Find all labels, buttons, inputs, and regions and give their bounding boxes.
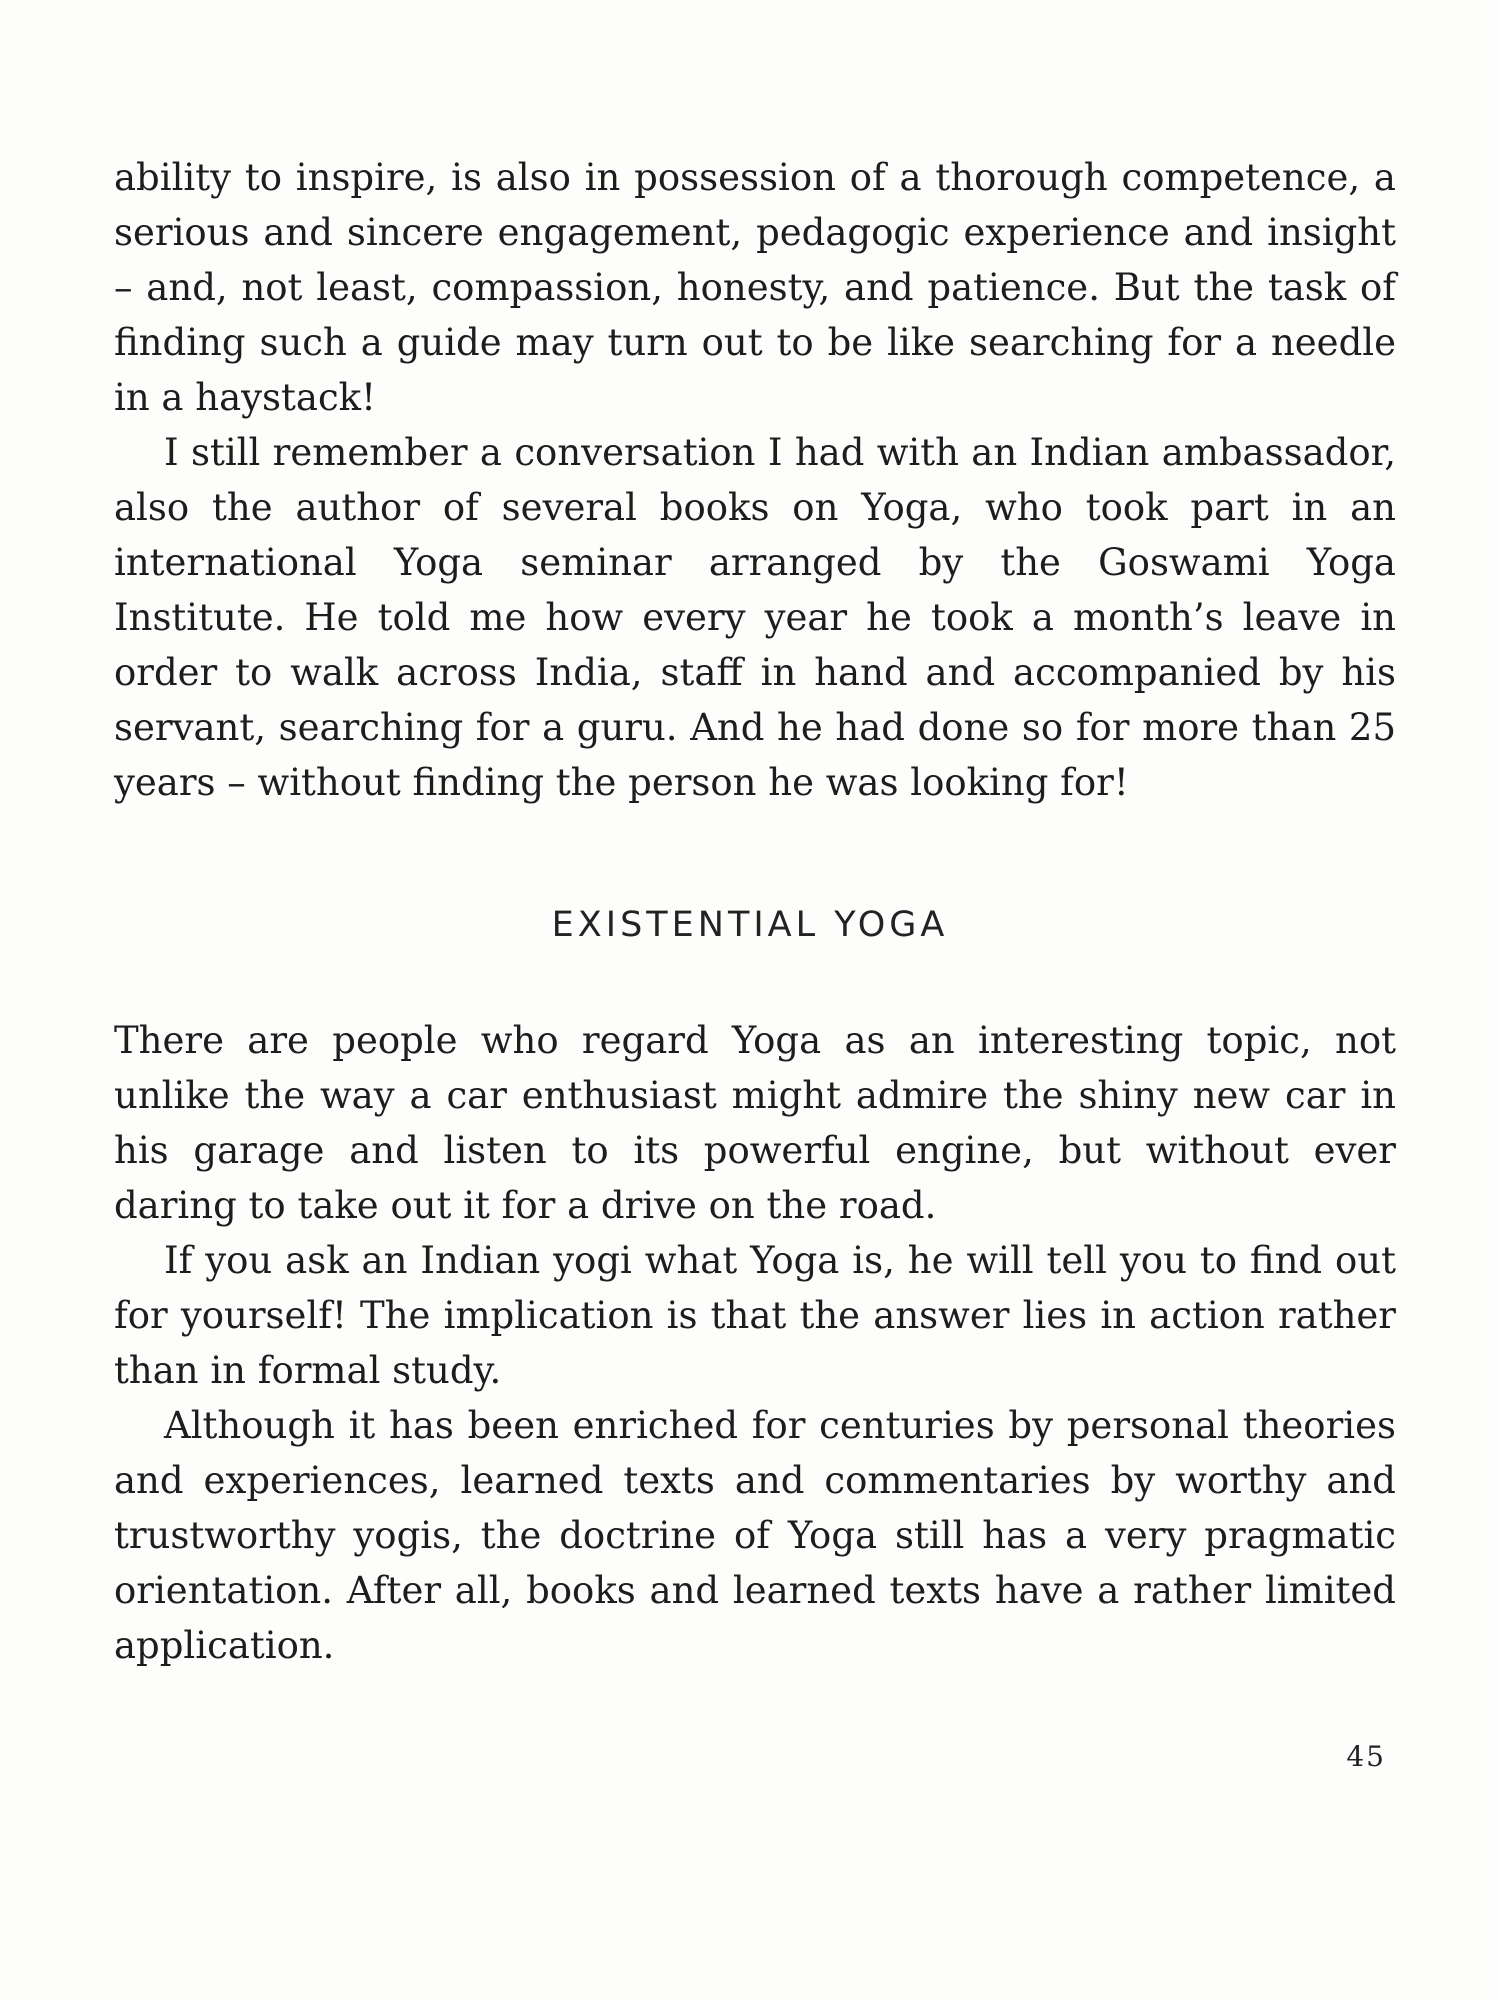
section-two-text [114,1013,1396,1673]
section-one-text [114,150,1396,810]
section-heading: EXISTENTIAL YOGA [551,905,949,945]
paragraph-car-enthusiast: There are people who regard Yoga as an interesting topic, not unlike the way a car enthusiast might admire the shiny new car in his garage and listen to its powerful engine, but without ever daring to take out it for a drive on the road. [114,1019,1396,1227]
paragraph-doctrine: Although it has been enriched for centuries by personal theories and experiences, learned texts and commentaries by worthy and trustworthy yogis, the doctrine of Yoga still has a very pragmatic orientation. After all, books and learned texts have a rather limited application. [114,1404,1396,1667]
paragraph-indian-yogi: If you ask an Indian yogi what Yoga is, he will tell you to find out for yourself! The implication is that the answer lies in action rather than in formal study. [114,1239,1396,1392]
paragraph-continuation: ability to inspire, is also in possession of a thorough competence, a serious and sincere engagement, pedagogic experience and insight – and, not least, compassion, honesty, and patience. But the task of finding such a guide may turn out to be like searching for a needle in a haystack! [114,156,1396,419]
paragraph-ambassador: I still remember a conversation I had with an Indian ambassador, also the author of several books on Yoga, who took part in an international Yoga seminar arranged by the Goswami Yoga Institute. He told me how every year he took a month’s leave in order to walk across India, staff in hand and accompanied by his servant, searching for a guru. And he had done so for more than 25 years – without finding the person he was looking for! [114,431,1396,804]
page-number: 45 [1346,1740,1386,1773]
